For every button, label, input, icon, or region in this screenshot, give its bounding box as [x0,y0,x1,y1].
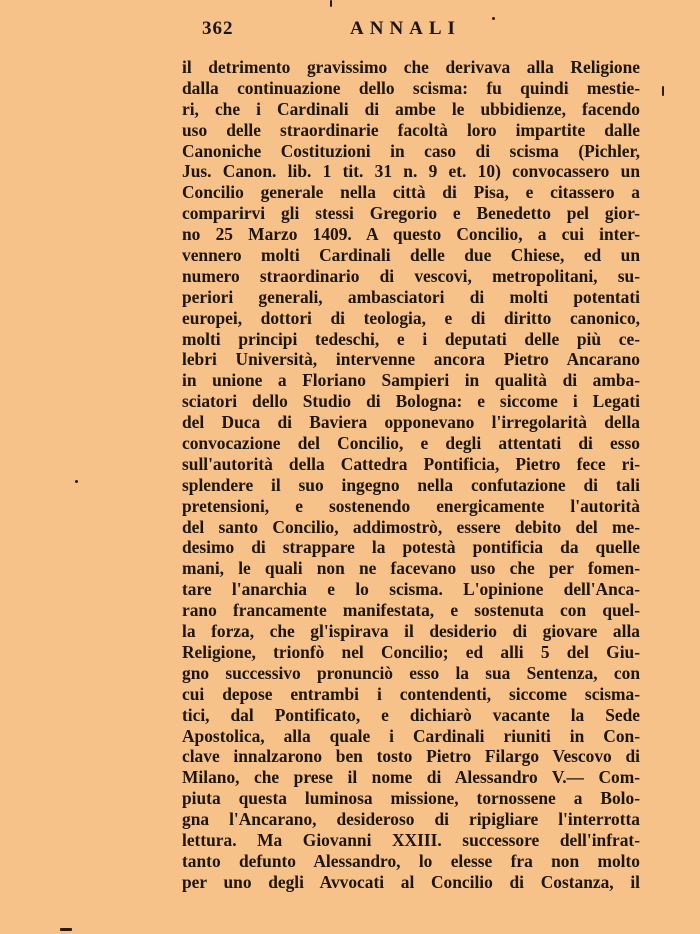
text-line: sciatori dello Studio di Bologna: e siccome i Legati [182,391,640,412]
text-line: convocazione del Concilio, e degli attentati di esso [182,433,640,454]
text-line: clave innalzarono ben tosto Pietro Filargo Vescovo di [182,746,640,767]
text-line: Milano, che prese il nome di Alessandro V.— Com- [182,767,640,788]
text-line: del santo Concilio, addimostrò, essere debito del me- [182,516,640,537]
text-line: piuta questa luminosa missione, tornossene a Bolo- [182,788,640,809]
text-line: mani, le quali non ne facevano uso che per fomen- [182,558,640,579]
text-line: europei, dottori di teologia, e di diritto canonico, [182,307,640,328]
text-line: rano francamente manifestata, e sostenuta con quel- [182,600,640,621]
text-line: gno successivo pronunciò esso la sua Sentenza, con [182,662,640,683]
text-line: Apostolica, alla quale i Cardinali riuniti in Con- [182,725,640,746]
scan-speck [662,86,664,96]
page-number: 362 [202,18,234,39]
text-line: lebri Università, intervenne ancora Pietro Ancarano [182,349,640,370]
text-line: per uno degli Avvocati al Concilio di Costanza, il [182,871,640,892]
text-line: Jus. Canon. lib. 1 tit. 31 n. 9 et. 10) convocassero un [182,161,640,182]
text-line: in unione a Floriano Sampieri in qualità di amba- [182,370,640,391]
page-header [202,18,642,42]
scan-speck [75,480,78,483]
text-line: splendere il suo ingegno nella confutazione di tali [182,474,640,495]
text-line: il detrimento gravissimo che derivava alla Religione [182,57,640,77]
text-line: no 25 Marzo 1409. A questo Concilio, a cui inter- [182,224,640,245]
text-line: comparirvi gli stessi Gregorio e Benedetto pel gior- [182,203,640,224]
text-line: gna l'Ancarano, desideroso di ripigliare l'interrotta [182,809,640,830]
text-line: uso delle straordinarie facoltà loro impartite dalle [182,119,640,140]
scan-speck [492,17,495,20]
text-line: pretensioni, e sostenendo energicamente l'autorità [182,495,640,516]
body-text [182,57,640,893]
text-line: sull'autorità della Cattedra Pontificia, Pietro fece ri- [182,453,640,474]
text-line: la forza, che gl'ispirava il desiderio di giovare alla [182,621,640,642]
text-line: molti principi tedeschi, e i deputati delle più ce- [182,328,640,349]
running-title: ANNALI [350,18,461,39]
text-line: numero straordinario di vescovi, metropolitani, su- [182,265,640,286]
text-line: dalla continuazione dello scisma: fu quindi mestie- [182,77,640,98]
text-line: Canoniche Costituzioni in caso di scisma (Pichler, [182,140,640,161]
scan-speck [60,928,72,931]
text-line: tanto defunto Alessandro, lo elesse fra non molto [182,850,640,871]
text-line: del Duca di Baviera opponevano l'irregolarità della [182,412,640,433]
text-line: desimo di strappare la potestà pontificia da quelle [182,537,640,558]
text-line: Concilio generale nella città di Pisa, e citassero a [182,182,640,203]
text-line: tici, dal Pontificato, e dichiarò vacante la Sede [182,704,640,725]
text-line: Religione, trionfò nel Concilio; ed alli 5 del Giu- [182,641,640,662]
text-line: vennero molti Cardinali delle due Chiese, ed un [182,245,640,266]
text-line: lettura. Ma Giovanni XXIII. successore dell'infrat- [182,829,640,850]
text-line: ri, che i Cardinali di ambe le ubbidienze, facendo [182,98,640,119]
text-line: tare l'anarchia e lo scisma. L'opinione dell'Anca- [182,579,640,600]
text-line: periori generali, ambasciatori di molti potentati [182,286,640,307]
text-line: cui depose entrambi i contendenti, siccome scisma- [182,683,640,704]
scan-speck [330,0,332,7]
